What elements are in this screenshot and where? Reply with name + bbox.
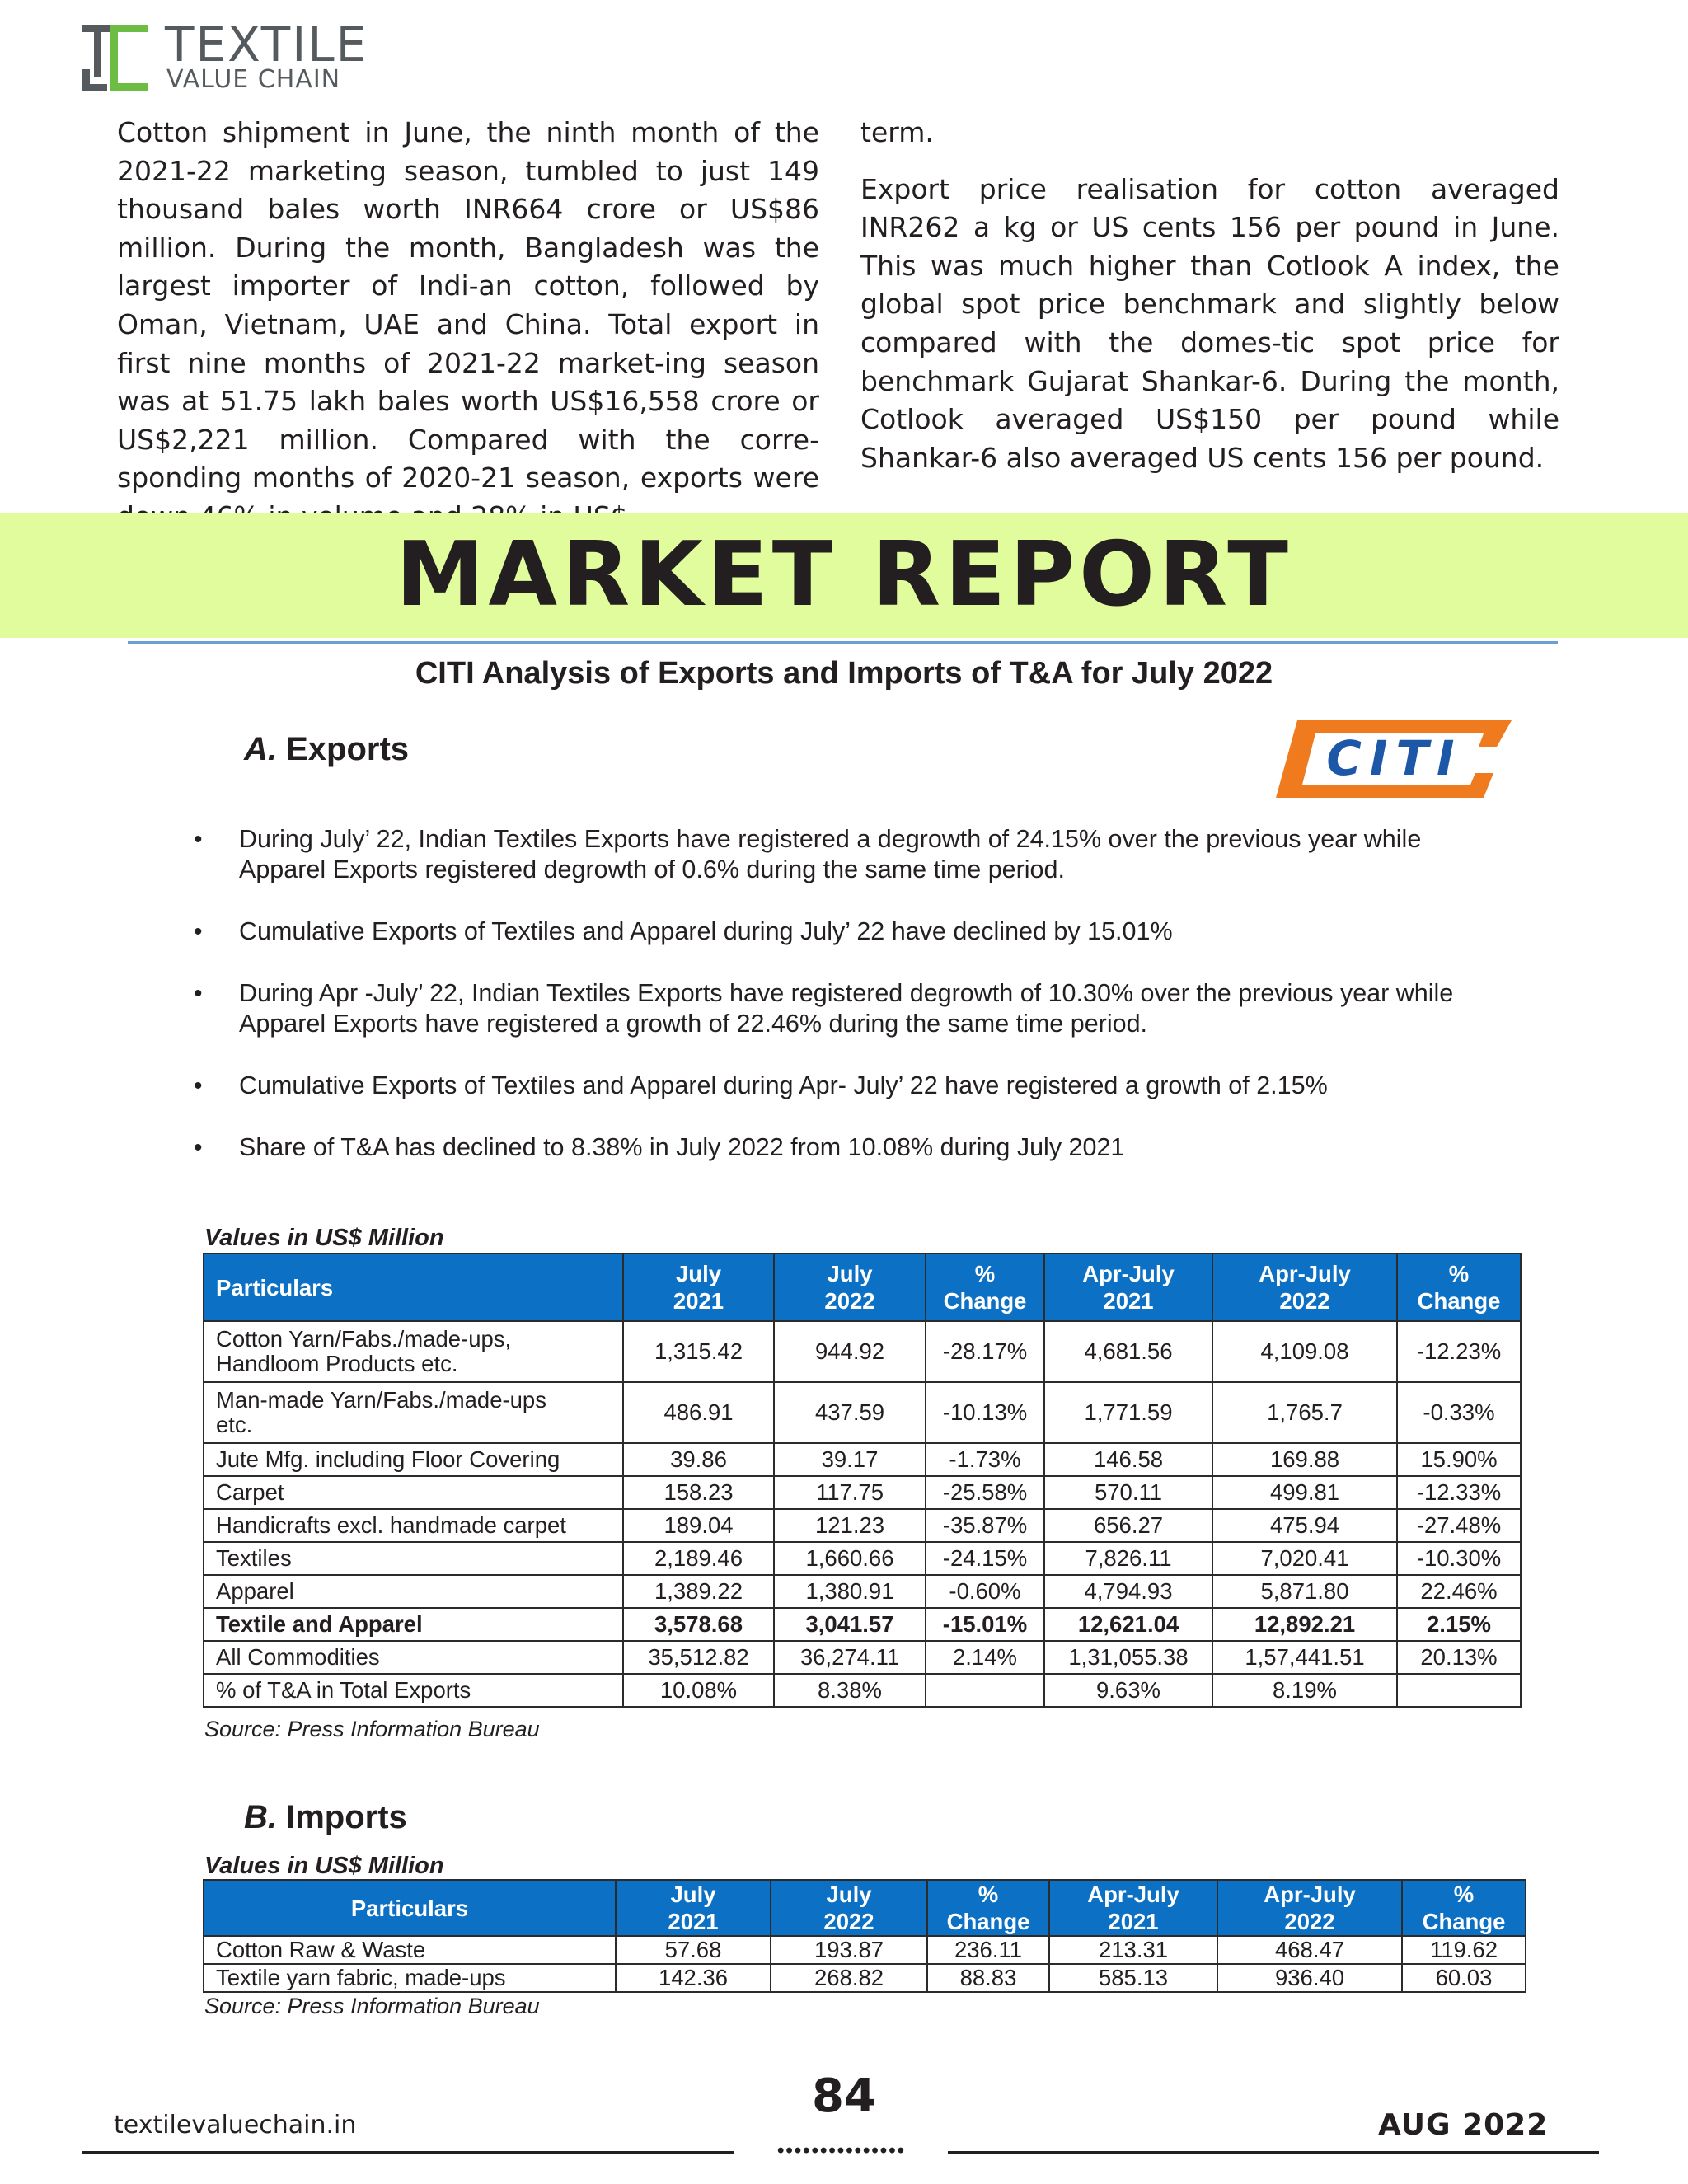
value-cell: 475.94 (1212, 1509, 1397, 1542)
row-label-cell: Apparel (204, 1575, 623, 1608)
footer-divider (948, 2151, 1599, 2154)
row-label-cell: All Commodities (204, 1641, 623, 1674)
row-label-cell: % of T&A in Total Exports (204, 1674, 623, 1707)
value-cell: 2.15% (1397, 1608, 1521, 1641)
value-cell: 2.14% (926, 1641, 1044, 1674)
value-cell: 1,660.66 (774, 1542, 926, 1575)
value-cell: 12,892.21 (1212, 1608, 1397, 1641)
value-cell: 193.87 (771, 1936, 927, 1964)
value-cell: 1,57,441.51 (1212, 1641, 1397, 1674)
value-cell: -27.48% (1397, 1509, 1521, 1542)
section-letter: B. (244, 1799, 277, 1835)
value-cell: 585.13 (1049, 1964, 1217, 1992)
value-cell: 8.19% (1212, 1674, 1397, 1707)
row-label-cell: Cotton Raw & Waste (204, 1936, 616, 1964)
imports-section-heading (244, 1797, 407, 1838)
footer-dots: ••••••••••••••• (776, 2139, 907, 2162)
value-cell: 158.23 (623, 1476, 774, 1509)
banner-title: MARKET REPORT (396, 523, 1292, 626)
column-header: July 2021 (616, 1880, 771, 1936)
bullet-item: • Share of T&A has declined to 8.38% in July 2022 from 10.08% during July 2021 (194, 1133, 1125, 1161)
value-cell: 57.68 (616, 1936, 771, 1964)
value-cell: 88.83 (927, 1964, 1049, 1992)
section-title: Imports (286, 1799, 407, 1835)
exports-table-source: Source: Press Information Bureau (204, 1717, 540, 1741)
value-cell: 213.31 (1049, 1936, 1217, 1964)
value-cell: 1,765.7 (1212, 1382, 1397, 1443)
value-cell: 1,315.42 (623, 1321, 774, 1382)
market-report-banner (0, 513, 1688, 638)
column-header: Apr-July 2021 (1049, 1880, 1217, 1936)
imports-table-caption: Values in US$ Million (204, 1853, 444, 1879)
value-cell: 468.47 (1217, 1936, 1402, 1964)
column-header: % Change (927, 1880, 1049, 1936)
value-cell: 39.86 (623, 1443, 774, 1476)
value-cell: 10.08% (623, 1674, 774, 1707)
logo-title: TEXTILE (165, 16, 368, 73)
article-left-column (117, 114, 819, 537)
row-label-cell: Handicrafts excl. handmade carpet (204, 1509, 623, 1542)
value-cell: 189.04 (623, 1509, 774, 1542)
table-row (204, 1321, 1521, 1382)
exports-bullet-list (194, 824, 1508, 1194)
value-cell: 656.27 (1044, 1509, 1212, 1542)
value-cell: 20.13% (1397, 1641, 1521, 1674)
row-label-cell: Carpet (204, 1476, 623, 1509)
column-header: Particulars (204, 1880, 616, 1936)
citi-logo-icon (1264, 714, 1518, 804)
column-header: Apr-July 2022 (1212, 1254, 1397, 1321)
column-header: Particulars (204, 1254, 623, 1321)
value-cell (1397, 1674, 1521, 1707)
column-header: Apr-July 2021 (1044, 1254, 1212, 1321)
value-cell: 9.63% (1044, 1674, 1212, 1707)
value-cell: 5,871.80 (1212, 1575, 1397, 1608)
value-cell: 121.23 (774, 1509, 926, 1542)
footer-issue-date: AUG 2022 (1378, 2108, 1549, 2142)
value-cell: 169.88 (1212, 1443, 1397, 1476)
tvc-logo-mark-icon (79, 20, 153, 94)
value-cell: 486.91 (623, 1382, 774, 1443)
footer-url: textilevaluechain.in (114, 2111, 357, 2139)
table-row (204, 1476, 1521, 1509)
value-cell: 146.58 (1044, 1443, 1212, 1476)
value-cell: 3,041.57 (774, 1608, 926, 1641)
value-cell: 36,274.11 (774, 1641, 926, 1674)
value-cell: -28.17% (926, 1321, 1044, 1382)
value-cell: 437.59 (774, 1382, 926, 1443)
section-title: Exports (286, 731, 410, 767)
value-cell: 35,512.82 (623, 1641, 774, 1674)
table-row (204, 1641, 1521, 1674)
table-row (204, 1575, 1521, 1608)
value-cell: -12.33% (1397, 1476, 1521, 1509)
exports-table-caption: Values in US$ Million (204, 1225, 444, 1251)
value-cell: -10.13% (926, 1382, 1044, 1443)
value-cell: 22.46% (1397, 1575, 1521, 1608)
value-cell: 268.82 (771, 1964, 927, 1992)
value-cell: 1,771.59 (1044, 1382, 1212, 1443)
article-paragraph: Export price realisation for cotton averaged INR262 a kg or US cents 156 per pound in June. This was much higher than Cotlook A index, the global spot price benchmark and slightly below compared with the domes-tic spot price for benchmark Gujarat Shankar-6. During the month, Cotlook averaged US$150 per pound while Shankar-6 also averaged US cents 156 per pound. (860, 172, 1559, 474)
table-header-row (204, 1880, 1526, 1936)
value-cell: 1,380.91 (774, 1575, 926, 1608)
bullet-item: • Cumulative Exports of Textiles and Apparel during Apr- July’ 22 have registered a growth of 2.15% (194, 1071, 1328, 1099)
article-paragraph-continuation: term. (860, 116, 934, 148)
value-cell: 236.11 (927, 1936, 1049, 1964)
divider (128, 641, 1558, 644)
table-row (204, 1608, 1521, 1641)
table-row (204, 1936, 1526, 1964)
page-number: 84 (812, 2069, 876, 2123)
column-header: July 2022 (774, 1254, 926, 1321)
citi-logo-text: CITI (1326, 730, 1463, 786)
column-header: % Change (1402, 1880, 1526, 1936)
value-cell: 4,681.56 (1044, 1321, 1212, 1382)
bullet-item: • During July’ 22, Indian Textiles Exports have registered a degrowth of 24.15% over the previous year while Apparel Exports registered degrowth of 0.6% during the same time period. (194, 825, 1422, 883)
value-cell: -25.58% (926, 1476, 1044, 1509)
value-cell: -24.15% (926, 1542, 1044, 1575)
value-cell: 1,389.22 (623, 1575, 774, 1608)
row-label-cell: Cotton Yarn/Fabs./made-ups, Handloom Products etc. (204, 1321, 623, 1382)
article-right-column (860, 114, 1559, 477)
column-header: % Change (926, 1254, 1044, 1321)
row-label-cell: Man-made Yarn/Fabs./made-ups etc. (204, 1382, 623, 1443)
value-cell: 8.38% (774, 1674, 926, 1707)
column-header: July 2022 (771, 1880, 927, 1936)
value-cell: -12.23% (1397, 1321, 1521, 1382)
exports-table (203, 1253, 1522, 1708)
table-header-row (204, 1254, 1521, 1321)
value-cell: 7,020.41 (1212, 1542, 1397, 1575)
exports-section-heading (244, 729, 409, 770)
publication-logo (79, 18, 376, 96)
imports-table (203, 1879, 1526, 1993)
row-label-cell: Textile yarn fabric, made-ups (204, 1964, 616, 1992)
logo-subtitle: VALUE CHAIN (166, 65, 341, 94)
column-header: July 2021 (623, 1254, 774, 1321)
table-row (204, 1542, 1521, 1575)
table-row (204, 1674, 1521, 1707)
value-cell: -1.73% (926, 1443, 1044, 1476)
value-cell: 2,189.46 (623, 1542, 774, 1575)
value-cell: 119.62 (1402, 1936, 1526, 1964)
value-cell: 499.81 (1212, 1476, 1397, 1509)
table-row (204, 1964, 1526, 1992)
row-label-cell: Textile and Apparel (204, 1608, 623, 1641)
value-cell: 117.75 (774, 1476, 926, 1509)
section-letter: A. (244, 731, 277, 767)
value-cell: 15.90% (1397, 1443, 1521, 1476)
bullet-item: • Cumulative Exports of Textiles and Apparel during July’ 22 have declined by 15.01% (194, 917, 1173, 945)
table-row (204, 1509, 1521, 1542)
bullet-item: • During Apr -July’ 22, Indian Textiles Exports have registered degrowth of 10.30% over the previous year while Apparel Exports have registered a growth of 22.46% during the same time period. (194, 979, 1454, 1038)
value-cell: 570.11 (1044, 1476, 1212, 1509)
value-cell: 936.40 (1217, 1964, 1402, 1992)
value-cell: 39.17 (774, 1443, 926, 1476)
imports-table-source: Source: Press Information Bureau (204, 1994, 540, 2018)
value-cell: 1,31,055.38 (1044, 1641, 1212, 1674)
table-row (204, 1382, 1521, 1443)
value-cell: 944.92 (774, 1321, 926, 1382)
column-header: Apr-July 2022 (1217, 1880, 1402, 1936)
footer-divider (82, 2151, 734, 2154)
value-cell: 12,621.04 (1044, 1608, 1212, 1641)
value-cell: 4,794.93 (1044, 1575, 1212, 1608)
column-header: % Change (1397, 1254, 1521, 1321)
table-row (204, 1443, 1521, 1476)
value-cell: -10.30% (1397, 1542, 1521, 1575)
value-cell (926, 1674, 1044, 1707)
value-cell: 3,578.68 (623, 1608, 774, 1641)
row-label-cell: Textiles (204, 1542, 623, 1575)
value-cell: 7,826.11 (1044, 1542, 1212, 1575)
article-paragraph: Cotton shipment in June, the ninth month of the 2021-22 marketing season, tumbled to just 149 thousand bales worth INR664 crore or US$86 million. During the month, Bangladesh was the largest importer of Indi-an cotton, followed by Oman, Vietnam, UAE and China. Total export in first nine months of 2021-22 market-ing season was at 51.75 lakh bales worth US$16,558 crore or US$2,221 million. Compared with the corre-sponding months of 2020-21 season, exports were (117, 116, 819, 494)
value-cell: -0.33% (1397, 1382, 1521, 1443)
value-cell: 142.36 (616, 1964, 771, 1992)
report-heading: CITI Analysis of Exports and Imports of T&A for July 2022 (415, 656, 1273, 691)
row-label-cell: Jute Mfg. including Floor Covering (204, 1443, 623, 1476)
value-cell: -15.01% (926, 1608, 1044, 1641)
value-cell: 4,109.08 (1212, 1321, 1397, 1382)
value-cell: -35.87% (926, 1509, 1044, 1542)
value-cell: -0.60% (926, 1575, 1044, 1608)
value-cell: 60.03 (1402, 1964, 1526, 1992)
